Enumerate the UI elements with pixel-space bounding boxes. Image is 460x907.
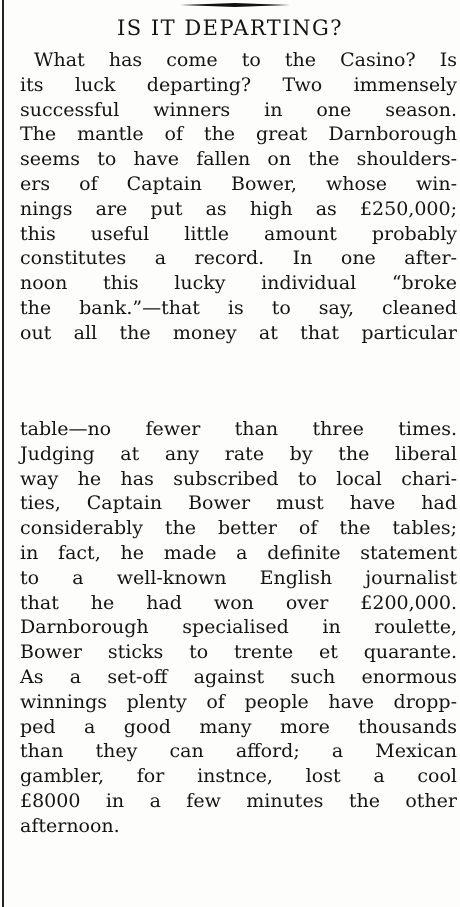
top-ornament [180,3,290,7]
text-line: its luck departing? Two immensely [20,73,457,96]
text-line: considerably the better of the tables; [20,517,457,540]
text-line: £8000 in a few minutes the other [20,789,457,812]
text-line: The mantle of the great Darnborough [20,123,457,146]
text-line: to a well-known English journalist [20,566,457,589]
headline: IS IT DEPARTING? [116,16,344,40]
text-line: constitutes a record. In one after- [20,247,457,270]
text-line: this useful little amount probably [20,222,457,245]
article-column-b [20,417,457,839]
text-line: nings are put as high as £250,000; [20,197,457,220]
text-line: out all the money at that particular [20,321,457,344]
text-line: in fact, he made a definite statement [20,541,457,564]
text-line: Bower sticks to trente et quarante. [20,641,457,664]
text-line: ped a good many more thousands [20,715,457,738]
article-column-a [20,48,457,346]
text-line: noon this lucky individual “broke [20,272,457,295]
text-line: Darnborough specialised in roulette, [20,616,457,639]
text-line: Judging at any rate by the liberal [20,442,457,465]
text-line: than they can afford; a Mexican [20,740,457,763]
text-line: As a set-off against such enormous [20,665,457,688]
text-line: table—no fewer than three times. [20,418,457,440]
text-line: ties, Captain Bower must have had [20,492,457,515]
text-line: successful winners in one season. [20,98,457,121]
text-line: winnings plenty of people have dropp- [20,690,457,713]
text-line: ers of Captain Bower, whose win- [20,172,457,195]
text-line: seems to have fallen on the shoulders- [20,148,457,171]
text-line: What has come to the Casino? Is [34,49,457,71]
text-line: way he has subscribed to local chari- [20,467,457,490]
text-line: that he had won over £200,000. [20,591,457,614]
text-line: gambler, for instnce, lost a cool [20,765,457,788]
text-line: afternoon. [20,814,120,837]
column-rule [2,0,4,907]
text-line: the bank.”—that is to say, cleaned [20,296,457,319]
